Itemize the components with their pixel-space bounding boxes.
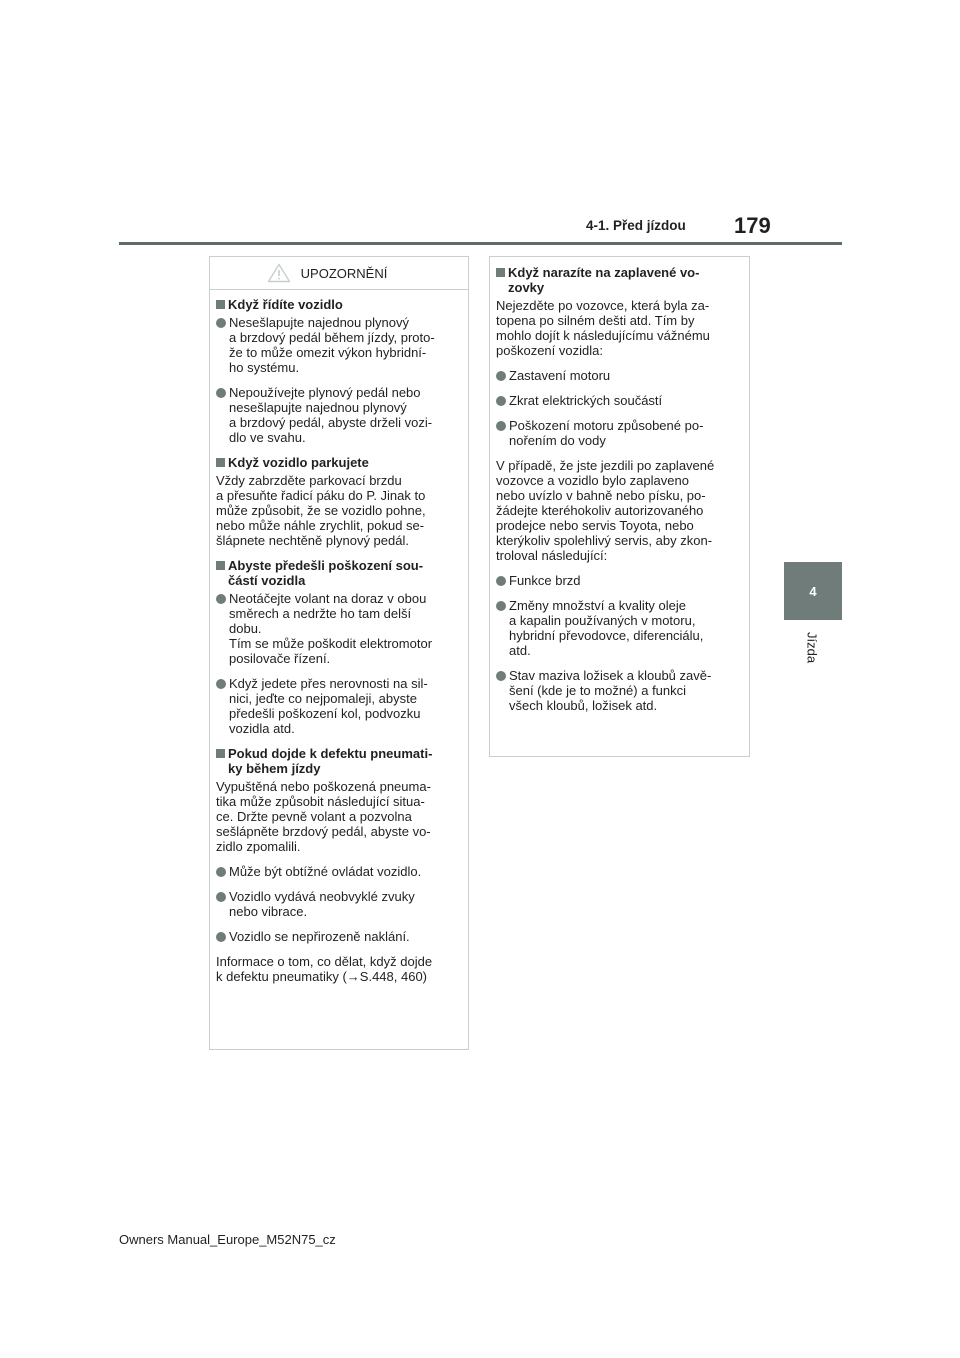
bullet-item: Vozidlo se nepřirozeně naklání. [216,929,462,944]
subheading: Když narazíte na zaplavené vo- zovky [496,265,743,295]
chapter-label [786,632,838,692]
bullet-item: Změny množství a kvality oleje a kapalin používaných v motoru, hybridní převodovce, diferenciálu, atd. [496,598,743,658]
paragraph: Vždy zabrzděte parkovací brzdu a přesuňte řadicí páku do P. Jinak to může způsobit, že se vozidlo pohne, nebo může náhle zrychlit, pokud se- šlápnete nechtěně plynový pedál. [216,473,426,548]
warning-content [210,290,468,984]
section-title: 4-1. Před jízdou [586,218,686,233]
bullet-item: Může být obtížné ovládat vozidlo. [216,864,462,879]
header-rule [119,242,842,245]
paragraph: Vypuštěná nebo poškozená pneuma- tika může způsobit následující situa- ce. Držte pevně volant a pozvolna sešlápněte brzdový pedál, abyste vo- zidlo zpomalili. [216,779,431,854]
chapter-tab [784,562,842,620]
subheading: Abyste předešli poškození sou- částí vozidla [216,558,462,588]
warning-box [209,256,469,1050]
bullet-item: Stav maziva ložisek a kloubů zavě- šení (kde je to možné) a funkci všech kloubů, ložisek atd. [496,668,743,713]
bullet-item: Zkrat elektrických součástí [496,393,743,408]
flood-box [489,256,750,757]
subheading: Pokud dojde k defektu pneumati- ky během jízdy [216,746,462,776]
bullet-item: Zastavení motoru [496,368,743,383]
chapter-number: 4 [809,583,817,599]
subheading: Když vozidlo parkujete [216,455,462,470]
page-number: 179 [734,213,771,238]
paragraph: Informace o tom, co dělat, když dojde k defektu pneumatiky (→S.448, 460) [216,954,433,984]
warning-title: UPOZORNĚNÍ [300,265,388,281]
paragraph: V případě, že jste jezdili po zaplavené vozovce a vozidlo bylo zaplaveno nebo uvízlo v bahně nebo písku, po- žádejte kteréhokoliv autorizovaného prodejce nebo servis Toyota, nebo kterýkoliv spolehlivý servis, aby zkon- troloval následující: [496,458,715,563]
document-footer: Owners Manual_Europe_M52N75_cz [119,1232,336,1247]
bullet-item: Vozidlo vydává neobvyklé zvuky nebo vibrace. [216,889,462,919]
warning-triangle-icon [267,263,291,283]
bullet-item: Funkce brzd [496,573,743,588]
bullet-item: Neotáčejte volant na doraz v obou směrech a nedržte ho tam delší dobu. Tím se může poškodit elektromotor posilovače řízení. [216,591,462,666]
subheading: Když řídíte vozidlo [216,297,462,312]
bullet-item: Poškození motoru způsobené po- nořením do vody [496,418,743,448]
bullet-item: Nesešlapujte najednou plynový a brzdový pedál během jízdy, proto- že to může omezit výkon hybridní- ho systému. [216,315,462,375]
paragraph: Nejezděte po vozovce, která byla za- topena po silném dešti atd. Tím by mohlo dojít k následujícímu vážnému poškození vozidla: [496,298,710,358]
warning-header [210,257,468,290]
flood-content [490,257,749,713]
bullet-item: Nepoužívejte plynový pedál nebo nesešlapujte najednou plynový a brzdový pedál, abyste drželi vozi- dlo ve svahu. [216,385,462,445]
bullet-item: Když jedete přes nerovnosti na sil- nici, jeďte co nejpomaleji, abyste předešli poškození kol, podvozku vozidla atd. [216,676,462,736]
chapter-label-text: Jízda [804,632,820,664]
